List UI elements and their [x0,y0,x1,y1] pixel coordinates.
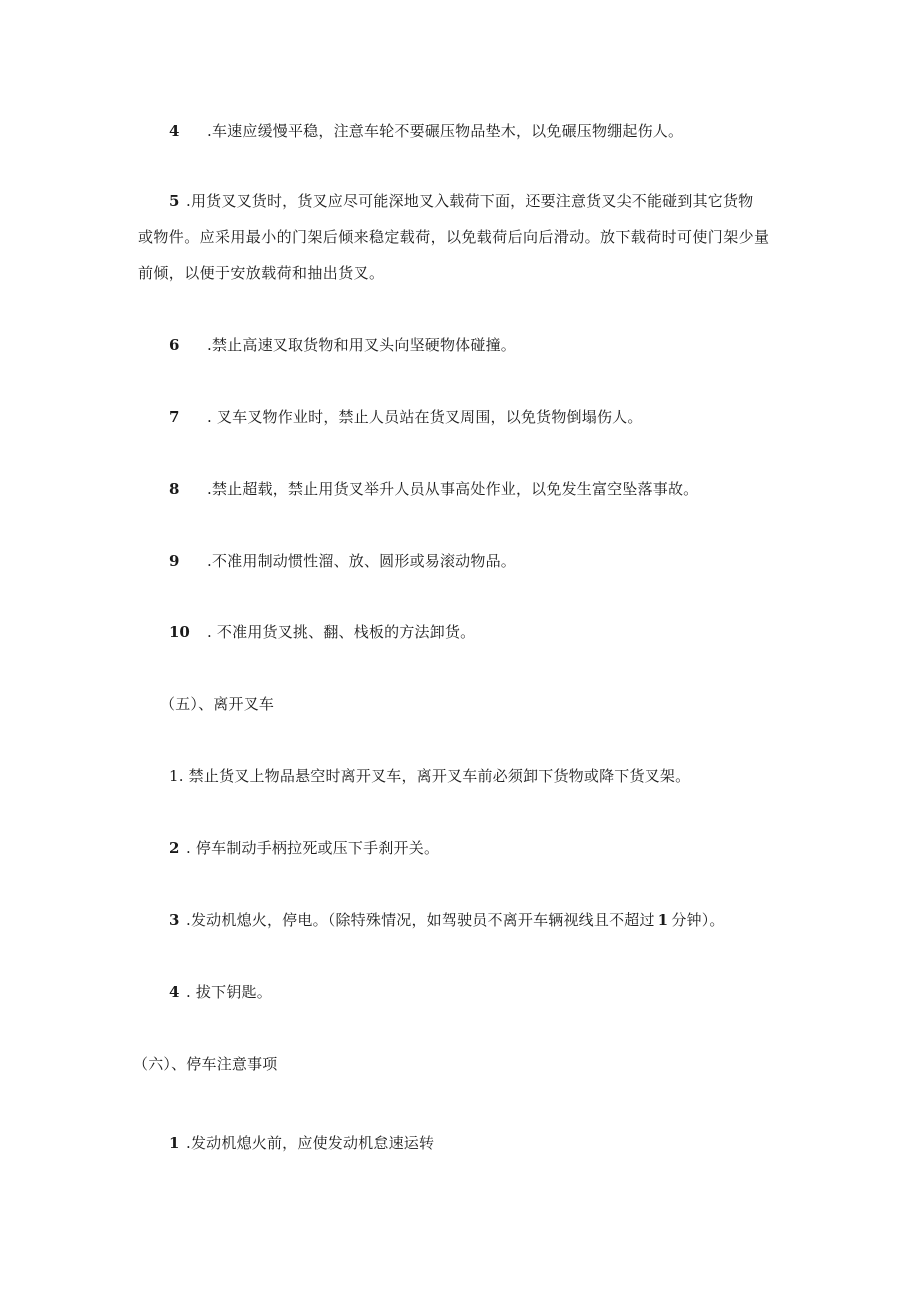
item-text: . 叉车叉物作业时，禁止人员站在货叉周围，以免货物倒塌伤人。 [207,408,643,426]
item-number: 3 [169,911,180,929]
section-five-heading: （五）、离开叉车 [160,695,275,713]
item-text-part: .发动机熄火，停电。（除特殊情况，如驾驶员不离开车辆视线且不超过 [186,911,655,929]
item-number: 8 [169,480,180,498]
item-number: 2 [169,839,180,857]
item-continuation: 或物件。应采用最小的门架后倾来稳定载荷，以免载荷后向后滑动。放下载荷时可使门架少量 [138,228,770,246]
item-bold-number: 1 [657,911,669,929]
item-text [186,910,725,930]
item-text: .禁止超载，禁止用货叉举升人员从事高处作业，以免发生富空坠落事故。 [207,480,699,498]
item-number: 4 [169,122,180,140]
item-text-part: 分钟）。 [671,911,725,929]
item-text: .禁止高速叉取货物和用叉头向坚硬物体碰撞。 [207,336,516,354]
item-text: . 不准用货叉挑、翻、栈板的方法卸货。 [207,623,476,641]
item-number: 10 [169,623,190,641]
item-number: 6 [169,336,180,354]
item-continuation: 前倾，以便于安放载荷和抽出货叉。 [138,264,385,282]
section-six-heading: （六）、停车注意事项 [133,1055,278,1073]
item-text: . 拔下钥匙。 [186,983,272,1001]
item-text: .不准用制动惯性溜、放、圆形或易滚动物品。 [207,552,516,570]
item-text: .车速应缓慢平稳，注意车轮不要碾压物品垫木，以免碾压物绷起伤人。 [207,122,684,140]
item-text: .发动机熄火前，应使发动机怠速运转 [186,1134,435,1152]
item-number: 9 [169,552,180,570]
item-text: 1. 禁止货叉上物品悬空时离开叉车，离开叉车前必须卸下货物或降下货叉架。 [169,767,691,785]
item-text: . 停车制动手柄拉死或压下手刹开关。 [186,839,440,857]
item-number: 1 [169,1134,180,1152]
item-number: 5 [169,192,180,210]
item-number: 4 [169,983,180,1001]
item-text: .用货叉叉货时，货叉应尽可能深地叉入载荷下面，还要注意货叉尖不能碰到其它货物 [186,192,754,210]
item-number: 7 [169,408,180,426]
